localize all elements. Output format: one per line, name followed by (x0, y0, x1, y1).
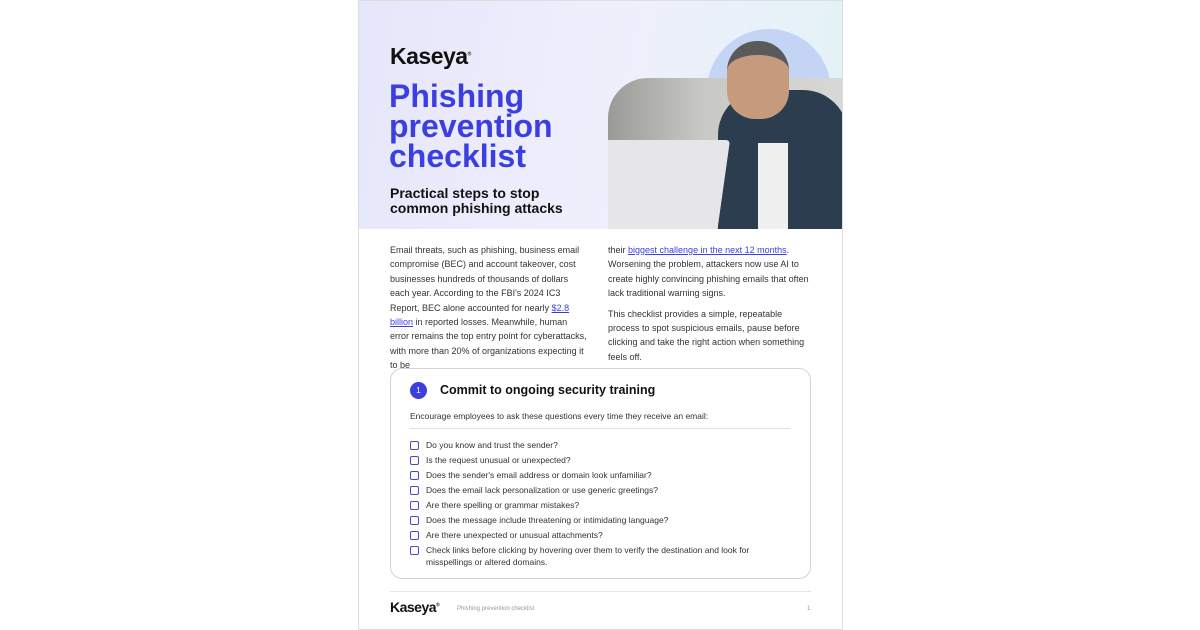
divider (410, 428, 790, 429)
logo-text: Kaseya (390, 43, 468, 69)
checklist (410, 438, 790, 570)
checklist-item (410, 483, 790, 498)
checklist-item (410, 498, 790, 513)
item-label: Are there spelling or grammar mistakes? (426, 500, 580, 510)
checkbox-icon[interactable] (410, 456, 419, 465)
intro-column-right (608, 243, 813, 370)
item-label: Does the sender's email address or domain look unfamiliar? (426, 470, 652, 480)
intro-paragraph-3: This checklist provides a simple, repeatable process to spot suspicious emails, pause before clicking and take the right action when something feels off. (608, 308, 805, 362)
checklist-item (410, 528, 790, 543)
hero-photo (608, 78, 843, 229)
checklist-item (410, 513, 790, 528)
checkbox-icon[interactable] (410, 486, 419, 495)
section-title: Commit to ongoing security training (440, 383, 656, 397)
item-label: Do you know and trust the sender? (426, 440, 558, 450)
document-page (358, 0, 843, 630)
checklist-item (410, 438, 790, 453)
item-label: Is the request unusual or unexpected? (426, 455, 571, 465)
footer-logo: Kaseya® (390, 599, 440, 615)
checklist-item (410, 468, 790, 483)
text: . Worsening the problem, attackers now use AI to create highly convincing phishing emails that often lack traditional warning signs. (608, 245, 809, 299)
page-title: Phishing prevention checklist (389, 78, 553, 174)
person-shirt (758, 143, 788, 229)
checkbox-icon[interactable] (410, 441, 419, 450)
item-label: Are there unexpected or unusual attachments? (426, 530, 603, 540)
checkbox-icon[interactable] (410, 546, 419, 555)
logo-text: Kaseya (390, 599, 437, 615)
hero-banner (359, 1, 843, 229)
footer-divider (390, 591, 811, 592)
item-label: Does the email lack personalization or use generic greetings? (426, 485, 658, 495)
kaseya-logo: Kaseya® (390, 43, 471, 69)
section-intro: Encourage employees to ask these questions every time they receive an email: (410, 411, 709, 421)
laptop-image (608, 140, 730, 229)
intro-paragraph-1 (390, 243, 588, 373)
page-number: 1 (807, 606, 811, 612)
intro-paragraph-2 (608, 243, 813, 301)
checkbox-icon[interactable] (410, 471, 419, 480)
checklist-item (410, 453, 790, 468)
checklist-card (390, 368, 811, 579)
challenge-link[interactable]: biggest challenge in the next 12 months (628, 245, 787, 255)
checkbox-icon[interactable] (410, 531, 419, 540)
checklist-item (410, 543, 790, 570)
intro-column-left (390, 243, 588, 379)
person-head (727, 41, 789, 119)
item-label: Check links before clicking by hovering over them to verify the destination and look for misspellings or altered domains. (426, 545, 750, 567)
step-number-badge: 1 (410, 382, 427, 399)
text: their (608, 245, 629, 255)
checkbox-icon[interactable] (410, 516, 419, 525)
stat-link[interactable]: $2.8 billion (390, 302, 570, 328)
item-label: Does the message include threatening or intimidating language? (426, 515, 669, 525)
checkbox-icon[interactable] (410, 501, 419, 510)
page-subtitle: Practical steps to stop common phishing attacks (390, 185, 563, 216)
text: in reported losses. Meanwhile, human error remains the top entry point for cyberattacks, with more than 20% of organizations expecting it to be (390, 317, 587, 371)
footer-title: Phishing prevention checklist (457, 606, 535, 612)
text: Email threats, such as phishing, business email compromise (BEC) and account takeover, cost businesses hundreds of thousands of dollars each year. According to the FBI's 2024 IC3 Report, BEC alone accounted for nearly (390, 245, 580, 313)
